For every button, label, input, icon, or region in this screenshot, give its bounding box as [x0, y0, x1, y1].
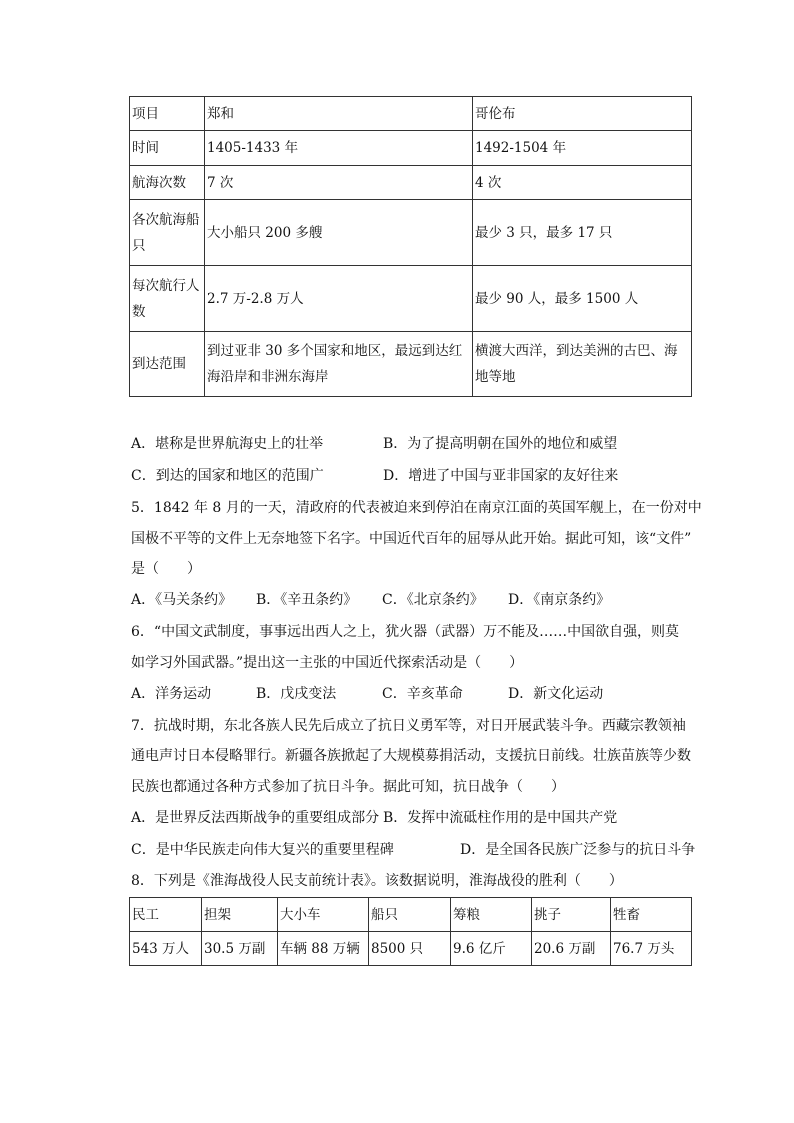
- table-cell: 到过亚非 30 多个国家和地区，最远到达红海沿岸和非洲东海岸: [205, 332, 473, 397]
- huaihai-support-table: [129, 897, 692, 966]
- table-cell: 9.6 亿斤: [451, 932, 532, 966]
- q4-option-c[interactable]: C．到达的国家和地区的范围广: [131, 468, 324, 484]
- q5-option-c[interactable]: C．《北京条约》: [382, 592, 484, 608]
- table-cell: 543 万人: [130, 932, 202, 966]
- table-cell: 每次航行人数: [130, 266, 205, 332]
- table-header-cell: 挑子: [532, 898, 611, 932]
- q7-option-d[interactable]: D．是全国各民族广泛参与的抗日斗争: [460, 842, 696, 858]
- q5-option-d[interactable]: D．《南京条约》: [508, 592, 611, 608]
- q6-stem-line: 如学习外国武器。”提出这一主张的中国近代探索活动是（ ）: [131, 655, 524, 671]
- table-cell: 76.7 万头: [611, 932, 692, 966]
- table-row: [130, 332, 692, 397]
- table-cell: 30.5 万副: [202, 932, 278, 966]
- table-cell: 2.7 万-2.8 万人: [205, 266, 473, 332]
- q4-option-a[interactable]: A．堪称是世界航海史上的壮举: [131, 436, 324, 452]
- table-cell: 哥伦布: [473, 97, 692, 131]
- table-row: [130, 266, 692, 332]
- q5-stem-line: 是（ ）: [131, 561, 201, 577]
- q6-option-d[interactable]: D．新文化运动: [508, 686, 604, 702]
- q7-option-c[interactable]: C．是中华民族走向伟大复兴的重要里程碑: [131, 842, 394, 858]
- table-header-cell: 民工: [130, 898, 202, 932]
- q7-option-b[interactable]: B．发挥中流砥柱作用的是中国共产党: [383, 810, 618, 826]
- table-cell: 最少 3 只，最多 17 只: [473, 200, 692, 266]
- table-cell: 各次航海船只: [130, 200, 205, 266]
- table-cell: 车辆 88 万辆: [278, 932, 369, 966]
- q4-option-d[interactable]: D．增进了中国与亚非国家的友好往来: [383, 468, 619, 484]
- q8-stem-line: 8．下列是《淮海战役人民支前统计表》。该数据说明，淮海战役的胜利（ ）: [131, 873, 623, 889]
- table-cell: 20.6 万副: [532, 932, 611, 966]
- voyage-comparison-table: [129, 96, 692, 397]
- q6-option-b[interactable]: B．戊戌变法: [256, 686, 337, 702]
- table-cell: 航海次数: [130, 166, 205, 200]
- q4-option-b[interactable]: B．为了提高明朝在国外的地位和威望: [383, 436, 618, 452]
- table-row: [130, 131, 692, 166]
- table-cell: 项目: [130, 97, 205, 131]
- table-cell: 郑和: [205, 97, 473, 131]
- q7-option-a[interactable]: A．是世界反法西斯战争的重要组成部分: [131, 810, 380, 826]
- q5-stem-line: 5．1842 年 8 月的一天，清政府的代表被迫来到停泊在南京江面的英国军舰上，在一份对中: [131, 500, 702, 516]
- table-header-row: [130, 898, 692, 932]
- table-row: [130, 166, 692, 200]
- table-cell: 最少 90 人，最多 1500 人: [473, 266, 692, 332]
- q7-stem-line: 通电声讨日本侵略罪行。新疆各族掀起了大规模募捐活动，支援抗日前线。壮族苗族等少数: [131, 748, 691, 764]
- table-cell: 7 次: [205, 166, 473, 200]
- q6-stem-line: 6．“中国文武制度，事事远出西人之上，犹火器（武器）万不能及……中国欲自强，则莫: [131, 624, 680, 640]
- table-cell: 1492-1504 年: [473, 131, 692, 166]
- q5-stem-line: 国极不平等的文件上无奈地签下名字。中国近代百年的屈辱从此开始。据此可知，该“文件”: [131, 531, 692, 547]
- q6-option-a[interactable]: A．洋务运动: [131, 686, 212, 702]
- table-header-cell: 船只: [369, 898, 451, 932]
- table-row: [130, 200, 692, 266]
- table-row: [130, 932, 692, 966]
- table-cell: 到达范围: [130, 332, 205, 397]
- table-cell: 横渡大西洋，到达美洲的古巴、海地等地: [473, 332, 692, 397]
- q6-option-c[interactable]: C．辛亥革命: [382, 686, 463, 702]
- table-header-cell: 担架: [202, 898, 278, 932]
- table-cell: 时间: [130, 131, 205, 166]
- table-cell: 大小船只 200 多艘: [205, 200, 473, 266]
- table-header-cell: 大小车: [278, 898, 369, 932]
- table-header-cell: 筹粮: [451, 898, 532, 932]
- q5-option-b[interactable]: B．《辛丑条约》: [256, 592, 358, 608]
- q7-stem-line: 民族也都通过各种方式参加了抗日斗争。据此可知，抗日战争（ ）: [131, 779, 565, 795]
- table-cell: 1405-1433 年: [205, 131, 473, 166]
- table-row: [130, 97, 692, 131]
- table-cell: 4 次: [473, 166, 692, 200]
- table-cell: 8500 只: [369, 932, 451, 966]
- table-header-cell: 牲畜: [611, 898, 692, 932]
- q7-stem-line: 7．抗战时期，东北各族人民先后成立了抗日义勇军等，对日开展武装斗争。西藏宗教领袖: [131, 718, 686, 734]
- q5-option-a[interactable]: A．《马关条约》: [131, 592, 233, 608]
